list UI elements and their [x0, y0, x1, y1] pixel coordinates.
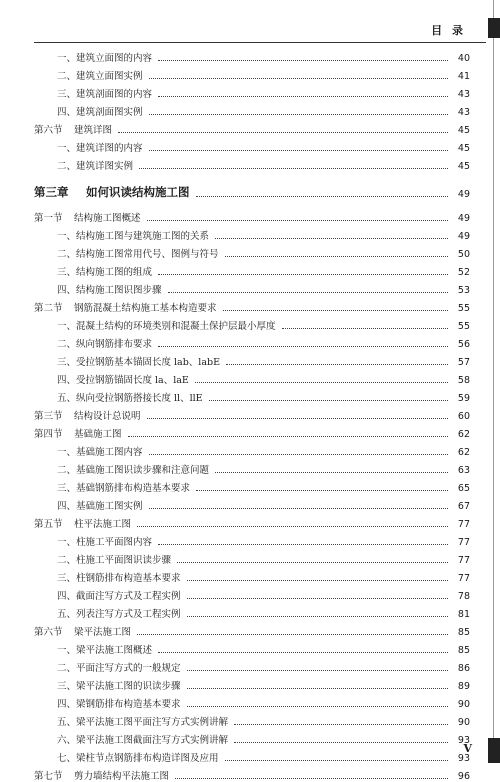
- header-rule: [34, 42, 486, 43]
- dot-leader: [187, 597, 448, 599]
- toc-entry-title: 一、建筑详图的内容: [57, 143, 143, 154]
- toc-page-number: 67: [457, 501, 470, 512]
- toc-entry-title: 二、基础施工图识读步骤和注意问题: [57, 465, 210, 476]
- toc-item-row[interactable]: [0, 332, 500, 350]
- dot-leader: [196, 489, 448, 491]
- toc-section-row[interactable]: [0, 620, 500, 638]
- dot-leader: [177, 561, 448, 563]
- toc-entry-number: 第三节: [34, 411, 63, 422]
- toc-item-row[interactable]: [0, 548, 500, 566]
- toc-item-row[interactable]: [0, 602, 500, 620]
- toc-entry-title: 六、梁平法施工图截面注写方式实例讲解: [57, 735, 229, 746]
- toc-entry-title: 四、梁钢筋排布构造基本要求: [57, 699, 181, 710]
- toc-entry-title: 一、结构施工图与建筑施工图的关系: [57, 231, 210, 242]
- toc-entry-title: 三、建筑剖面图的内容: [57, 89, 153, 100]
- dot-leader: [195, 381, 448, 383]
- toc-entry-title: 三、梁平法施工图的识读步骤: [57, 681, 181, 692]
- toc-entry-title: 七、梁柱节点钢筋排布构造详图及应用: [57, 753, 219, 764]
- toc-item-row[interactable]: [0, 314, 500, 332]
- toc-page-number: 45: [457, 161, 470, 172]
- toc-page-number: 52: [457, 267, 470, 278]
- toc-entry-title: 二、纵向钢筋排布要求: [57, 339, 153, 350]
- toc-item-row[interactable]: [0, 350, 500, 368]
- toc-entry-number: 第二节: [34, 303, 63, 314]
- toc-entry-title: 三、柱钢筋排布构造基本要求: [57, 573, 181, 584]
- toc-item-row[interactable]: [0, 476, 500, 494]
- dot-leader: [158, 651, 448, 653]
- toc-chapter-row[interactable]: [0, 180, 500, 200]
- toc-entry-title: 二、柱施工平面图识读步骤: [57, 555, 172, 566]
- toc-item-row[interactable]: [0, 530, 500, 548]
- toc-page-number: 85: [457, 627, 470, 638]
- toc-entry-number: 第六节: [34, 627, 63, 638]
- toc-page-number: 43: [457, 89, 470, 100]
- dot-leader: [187, 669, 448, 671]
- toc-entry-title: 一、梁平法施工图概述: [57, 645, 153, 656]
- toc-entry-number: 第三章: [34, 185, 69, 199]
- dot-leader: [137, 633, 448, 635]
- dot-leader: [187, 579, 448, 581]
- toc-entry-title: 三、受拉钢筋基本锚固长度 lab、labE: [57, 357, 221, 368]
- toc-item-row[interactable]: [0, 368, 500, 386]
- toc-entry-title: 结构施工图概述: [74, 213, 141, 224]
- toc-page-number: 45: [457, 143, 470, 154]
- toc-entry-title: 剪力墙结构平法施工图: [74, 771, 170, 782]
- toc-entry-title: 一、建筑立面图的内容: [57, 53, 153, 64]
- toc-item-row[interactable]: [0, 674, 500, 692]
- dot-leader: [215, 471, 448, 473]
- dot-leader: [149, 453, 448, 455]
- toc-page-number: 55: [457, 321, 470, 332]
- dot-leader: [158, 273, 448, 275]
- toc-page-number: 90: [457, 717, 470, 728]
- toc-page-number: 59: [457, 393, 470, 404]
- toc-item-row[interactable]: [0, 154, 500, 172]
- toc-item-row[interactable]: [0, 82, 500, 100]
- dot-leader: [128, 435, 448, 437]
- toc-entry-number: 第五节: [34, 519, 63, 530]
- toc-item-row[interactable]: [0, 692, 500, 710]
- dot-leader: [226, 363, 448, 365]
- dot-leader: [209, 399, 448, 401]
- toc-page-number: 63: [457, 465, 470, 476]
- toc-page-number: 53: [457, 285, 470, 296]
- toc-page-number: 50: [457, 249, 470, 260]
- dot-leader: [137, 525, 448, 527]
- toc-entry-title: 柱平法施工图: [74, 519, 132, 530]
- dot-leader: [196, 195, 449, 197]
- toc-entry-title: 一、混凝土结构的环境类别和混凝土保护层最小厚度: [57, 321, 276, 332]
- toc-section-row[interactable]: [0, 512, 500, 530]
- toc-item-row[interactable]: [0, 46, 500, 64]
- toc-page-number: 65: [457, 483, 470, 494]
- footer-tab-marker: [488, 738, 500, 763]
- toc-item-row[interactable]: [0, 638, 500, 656]
- toc-page-number: 77: [457, 555, 470, 566]
- toc-page-number: 49: [457, 213, 470, 224]
- toc-section-row[interactable]: [0, 764, 500, 782]
- toc-page-number: 93: [457, 735, 470, 746]
- toc-item-row[interactable]: [0, 260, 500, 278]
- toc-entry-title: 四、截面注写方式及工程实例: [57, 591, 181, 602]
- dot-leader: [234, 723, 448, 725]
- toc-page-number: 40: [457, 53, 470, 64]
- toc-page-number: 41: [457, 71, 470, 82]
- toc-page-number: 93: [457, 753, 470, 764]
- toc-page-number: 96: [457, 771, 470, 782]
- toc-entry-number: 第七节: [34, 771, 63, 782]
- dot-leader: [118, 131, 448, 133]
- toc-entry-title: 四、受拉钢筋锚固长度 la、laE: [57, 375, 189, 386]
- toc-item-row[interactable]: [0, 136, 500, 154]
- toc-item-row[interactable]: [0, 566, 500, 584]
- toc-entry-title: 一、基础施工图内容: [57, 447, 143, 458]
- toc-page-number: 57: [457, 357, 470, 368]
- toc-page-number: 43: [457, 107, 470, 118]
- dot-leader: [158, 95, 448, 97]
- toc-page-number: 86: [457, 663, 470, 674]
- toc-page-number: 77: [457, 537, 470, 548]
- toc-page-number: 89: [457, 681, 470, 692]
- toc-entry-title: 如何识读结构施工图: [86, 185, 190, 199]
- toc-entry-title: 二、结构施工图常用代号、图例与符号: [57, 249, 219, 260]
- dot-leader: [158, 543, 448, 545]
- dot-leader: [225, 255, 448, 257]
- toc-page-number: 81: [457, 609, 470, 620]
- toc-item-row[interactable]: [0, 494, 500, 512]
- dot-leader: [225, 759, 448, 761]
- toc-item-row[interactable]: [0, 242, 500, 260]
- toc-item-row[interactable]: [0, 746, 500, 764]
- toc-entry-title: 二、建筑立面图实例: [57, 71, 143, 82]
- toc-entry-number: 第四节: [34, 429, 63, 440]
- page-number: V: [463, 742, 472, 755]
- toc-page-number: 45: [457, 125, 470, 136]
- toc-entry-title: 结构设计总说明: [74, 411, 141, 422]
- toc-item-row[interactable]: [0, 458, 500, 476]
- toc-page-number: 85: [457, 645, 470, 656]
- dot-leader: [147, 219, 448, 221]
- dot-leader: [187, 615, 448, 617]
- toc-item-row[interactable]: [0, 728, 500, 746]
- toc-entry-title: 二、平面注写方式的一般规定: [57, 663, 181, 674]
- toc-entry-title: 三、结构施工图的组成: [57, 267, 153, 278]
- toc-entry-number: 第六节: [34, 125, 63, 136]
- toc-page-number: 49: [457, 189, 470, 200]
- toc-entry-title: 五、列表注写方式及工程实例: [57, 609, 181, 620]
- toc-entry-title: 钢筋混凝土结构施工基本构造要求: [74, 303, 217, 314]
- toc-entry-title: 基础施工图: [74, 429, 122, 440]
- dot-leader: [147, 417, 448, 419]
- dot-leader: [139, 167, 448, 169]
- toc-entry-title: 四、结构施工图识图步骤: [57, 285, 162, 296]
- toc-entry-title: 四、建筑剖面图实例: [57, 107, 143, 118]
- running-header: 目 录: [431, 24, 466, 37]
- toc-page-number: 90: [457, 699, 470, 710]
- dot-leader: [215, 237, 448, 239]
- toc-section-row[interactable]: [0, 422, 500, 440]
- toc-item-row[interactable]: [0, 584, 500, 602]
- toc-entry-title: 五、纵向受拉钢筋搭接长度 ll、llE: [57, 393, 203, 404]
- toc-page-number: 78: [457, 591, 470, 602]
- toc-item-row[interactable]: [0, 224, 500, 242]
- toc-entry-number: 第一节: [34, 213, 63, 224]
- toc-section-row[interactable]: [0, 296, 500, 314]
- header-tab-marker: [488, 18, 500, 38]
- toc-item-row[interactable]: [0, 710, 500, 728]
- toc-page-number: 62: [457, 429, 470, 440]
- dot-leader: [187, 687, 448, 689]
- toc-entry-title: 建筑详图: [74, 125, 113, 136]
- toc-page-number: 55: [457, 303, 470, 314]
- dot-leader: [175, 777, 448, 779]
- dot-leader: [168, 291, 448, 293]
- toc-entry-title: 四、基础施工图实例: [57, 501, 143, 512]
- dot-leader: [149, 507, 448, 509]
- toc-item-row[interactable]: [0, 440, 500, 458]
- toc-item-row[interactable]: [0, 278, 500, 296]
- toc-page-number: 49: [457, 231, 470, 242]
- toc-entry-title: 二、建筑详图实例: [57, 161, 134, 172]
- toc-entry-title: 一、柱施工平面图内容: [57, 537, 153, 548]
- toc-item-row[interactable]: [0, 100, 500, 118]
- toc-page-number: 58: [457, 375, 470, 386]
- dot-leader: [158, 345, 448, 347]
- toc-item-row[interactable]: [0, 656, 500, 674]
- toc-section-row[interactable]: [0, 118, 500, 136]
- toc-page-number: 77: [457, 519, 470, 530]
- dot-leader: [187, 705, 448, 707]
- toc-entry-title: 梁平法施工图: [74, 627, 132, 638]
- toc-entry-title: 五、梁平法施工图平面注写方式实例讲解: [57, 717, 229, 728]
- dot-leader: [149, 149, 448, 151]
- toc-page-number: 77: [457, 573, 470, 584]
- dot-leader: [149, 113, 448, 115]
- toc-item-row[interactable]: [0, 64, 500, 82]
- dot-leader: [149, 77, 448, 79]
- dot-leader: [234, 741, 448, 743]
- toc-section-row[interactable]: [0, 206, 500, 224]
- toc-page-number: 60: [457, 411, 470, 422]
- toc-entry-title: 三、基础钢筋排布构造基本要求: [57, 483, 191, 494]
- dot-leader: [158, 59, 448, 61]
- toc-page-number: 56: [457, 339, 470, 350]
- dot-leader: [282, 327, 448, 329]
- toc-section-row[interactable]: [0, 404, 500, 422]
- toc-page-number: 62: [457, 447, 470, 458]
- dot-leader: [223, 309, 448, 311]
- toc-item-row[interactable]: [0, 386, 500, 404]
